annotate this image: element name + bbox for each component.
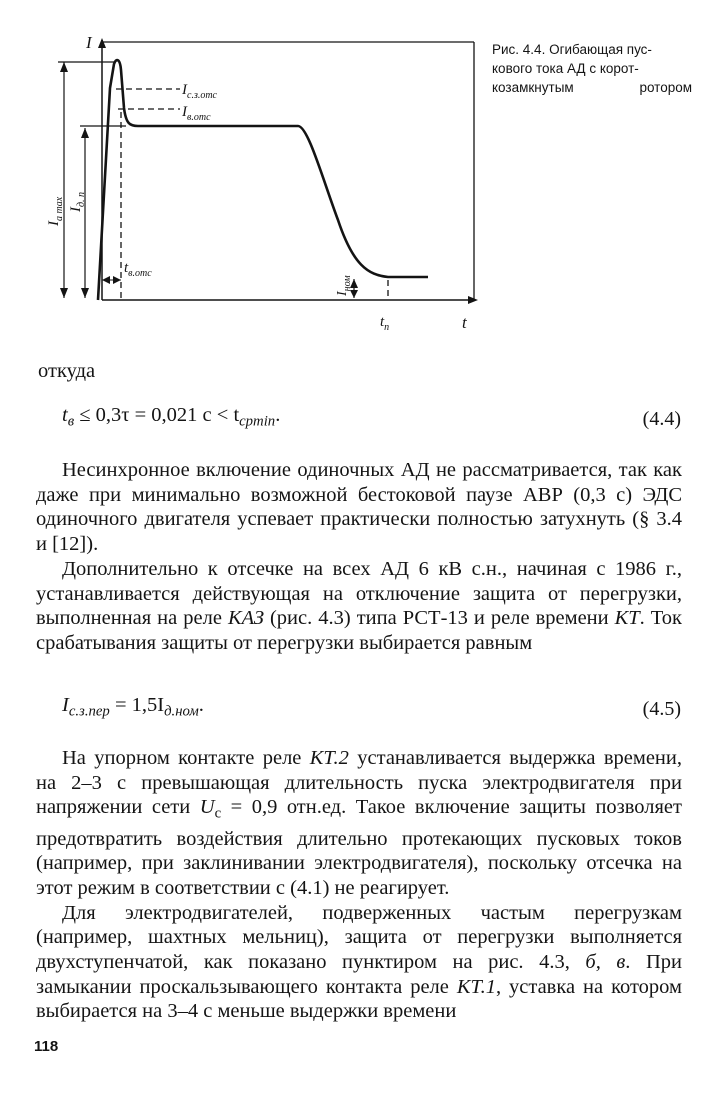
x-axis-label: t [462, 313, 467, 332]
equation-4-5: $I_{с.з.пер} = 1,5I_{д.ном}$. [62, 694, 204, 720]
paragraph-1: Несинхронное включение одиночных АД не рассматривается, так как даже при минимально возможной бестоковой паузе АВР (0,3 с) ЭДС одиночного двигателя успевает практически полностью затухнуть (§ 3.4 и [12]). [36, 459, 682, 556]
paragraph-2: Дополнительно к отсечке на всех АД 6 кВ с.н., начиная с 1986 г., устанавливается действующая на отключение защита от перегрузки, выполненная на реле КАЗ (рис. 4.3) типа РСТ-13 и реле времени КТ. Ток срабатывания защиты от перегрузки выбирается равным [36, 557, 682, 654]
equation-4-4: $t_в \le 0,3\tau = 0,021$ $с < t_{срmin}$. [62, 404, 281, 430]
current-envelope-curve [98, 60, 428, 300]
isz-label: $I_{с.з.отс}$ [182, 82, 217, 101]
page-number: 118 [34, 1038, 59, 1055]
caption-line-3: козамкнутым ротором [492, 80, 692, 95]
iv-label: $I_{в.отс}$ [182, 104, 211, 123]
tp-label: $t_п$ [380, 314, 390, 333]
paragraph-block-1 [36, 458, 682, 656]
paragraph-block-2 [36, 746, 682, 1024]
equation-number-4-4: (4.4) [642, 408, 681, 430]
tv-label: $t_{в.отс}$ [124, 260, 152, 279]
caption-line-2: кового тока АД с корот- [492, 61, 639, 76]
inom-label: $I_{ном}$ [335, 275, 353, 296]
iamax-label: $I_{a max}$ [46, 196, 65, 226]
word-otkuda: откуда [38, 360, 96, 382]
figure-4-4 [38, 30, 488, 340]
equation-number-4-5: (4.5) [642, 698, 681, 720]
paragraph-3: На упорном контакте реле КТ.2 устанавливается выдержка времени, на 2–3 с превышающая длительность пуска электродвигателя при напряжении сети $U_с = 0,9$ отн.ед. Такое включение защиты позволяет предотвратить воздействия длительно протекающих пусковых токов (например, при заклинивании электродвигателя), поскольку отсечка на этот режим в соответствии с (4.1) не реагирует. [36, 747, 682, 899]
idp-label: $I_{д. п}$ [68, 191, 87, 212]
axes [102, 40, 474, 300]
caption-line-1: Рис. 4.4. Огибающая пус- [492, 42, 652, 57]
paragraph-4: Для электродвигателей, подверженных частым перегрузкам (например, шахтных мельниц), защита от перегрузки выполняется двухступенчатой, как показано пунктиром на рис. 4.3, б, в. При замыкании проскальзывающего контакта реле КТ.1, уставка на котором выбирается на 3–4 с меньше выдержки времени [36, 901, 682, 1023]
y-axis-label: I [86, 33, 92, 52]
figure-caption [492, 40, 692, 97]
dashed-lines [116, 89, 388, 298]
